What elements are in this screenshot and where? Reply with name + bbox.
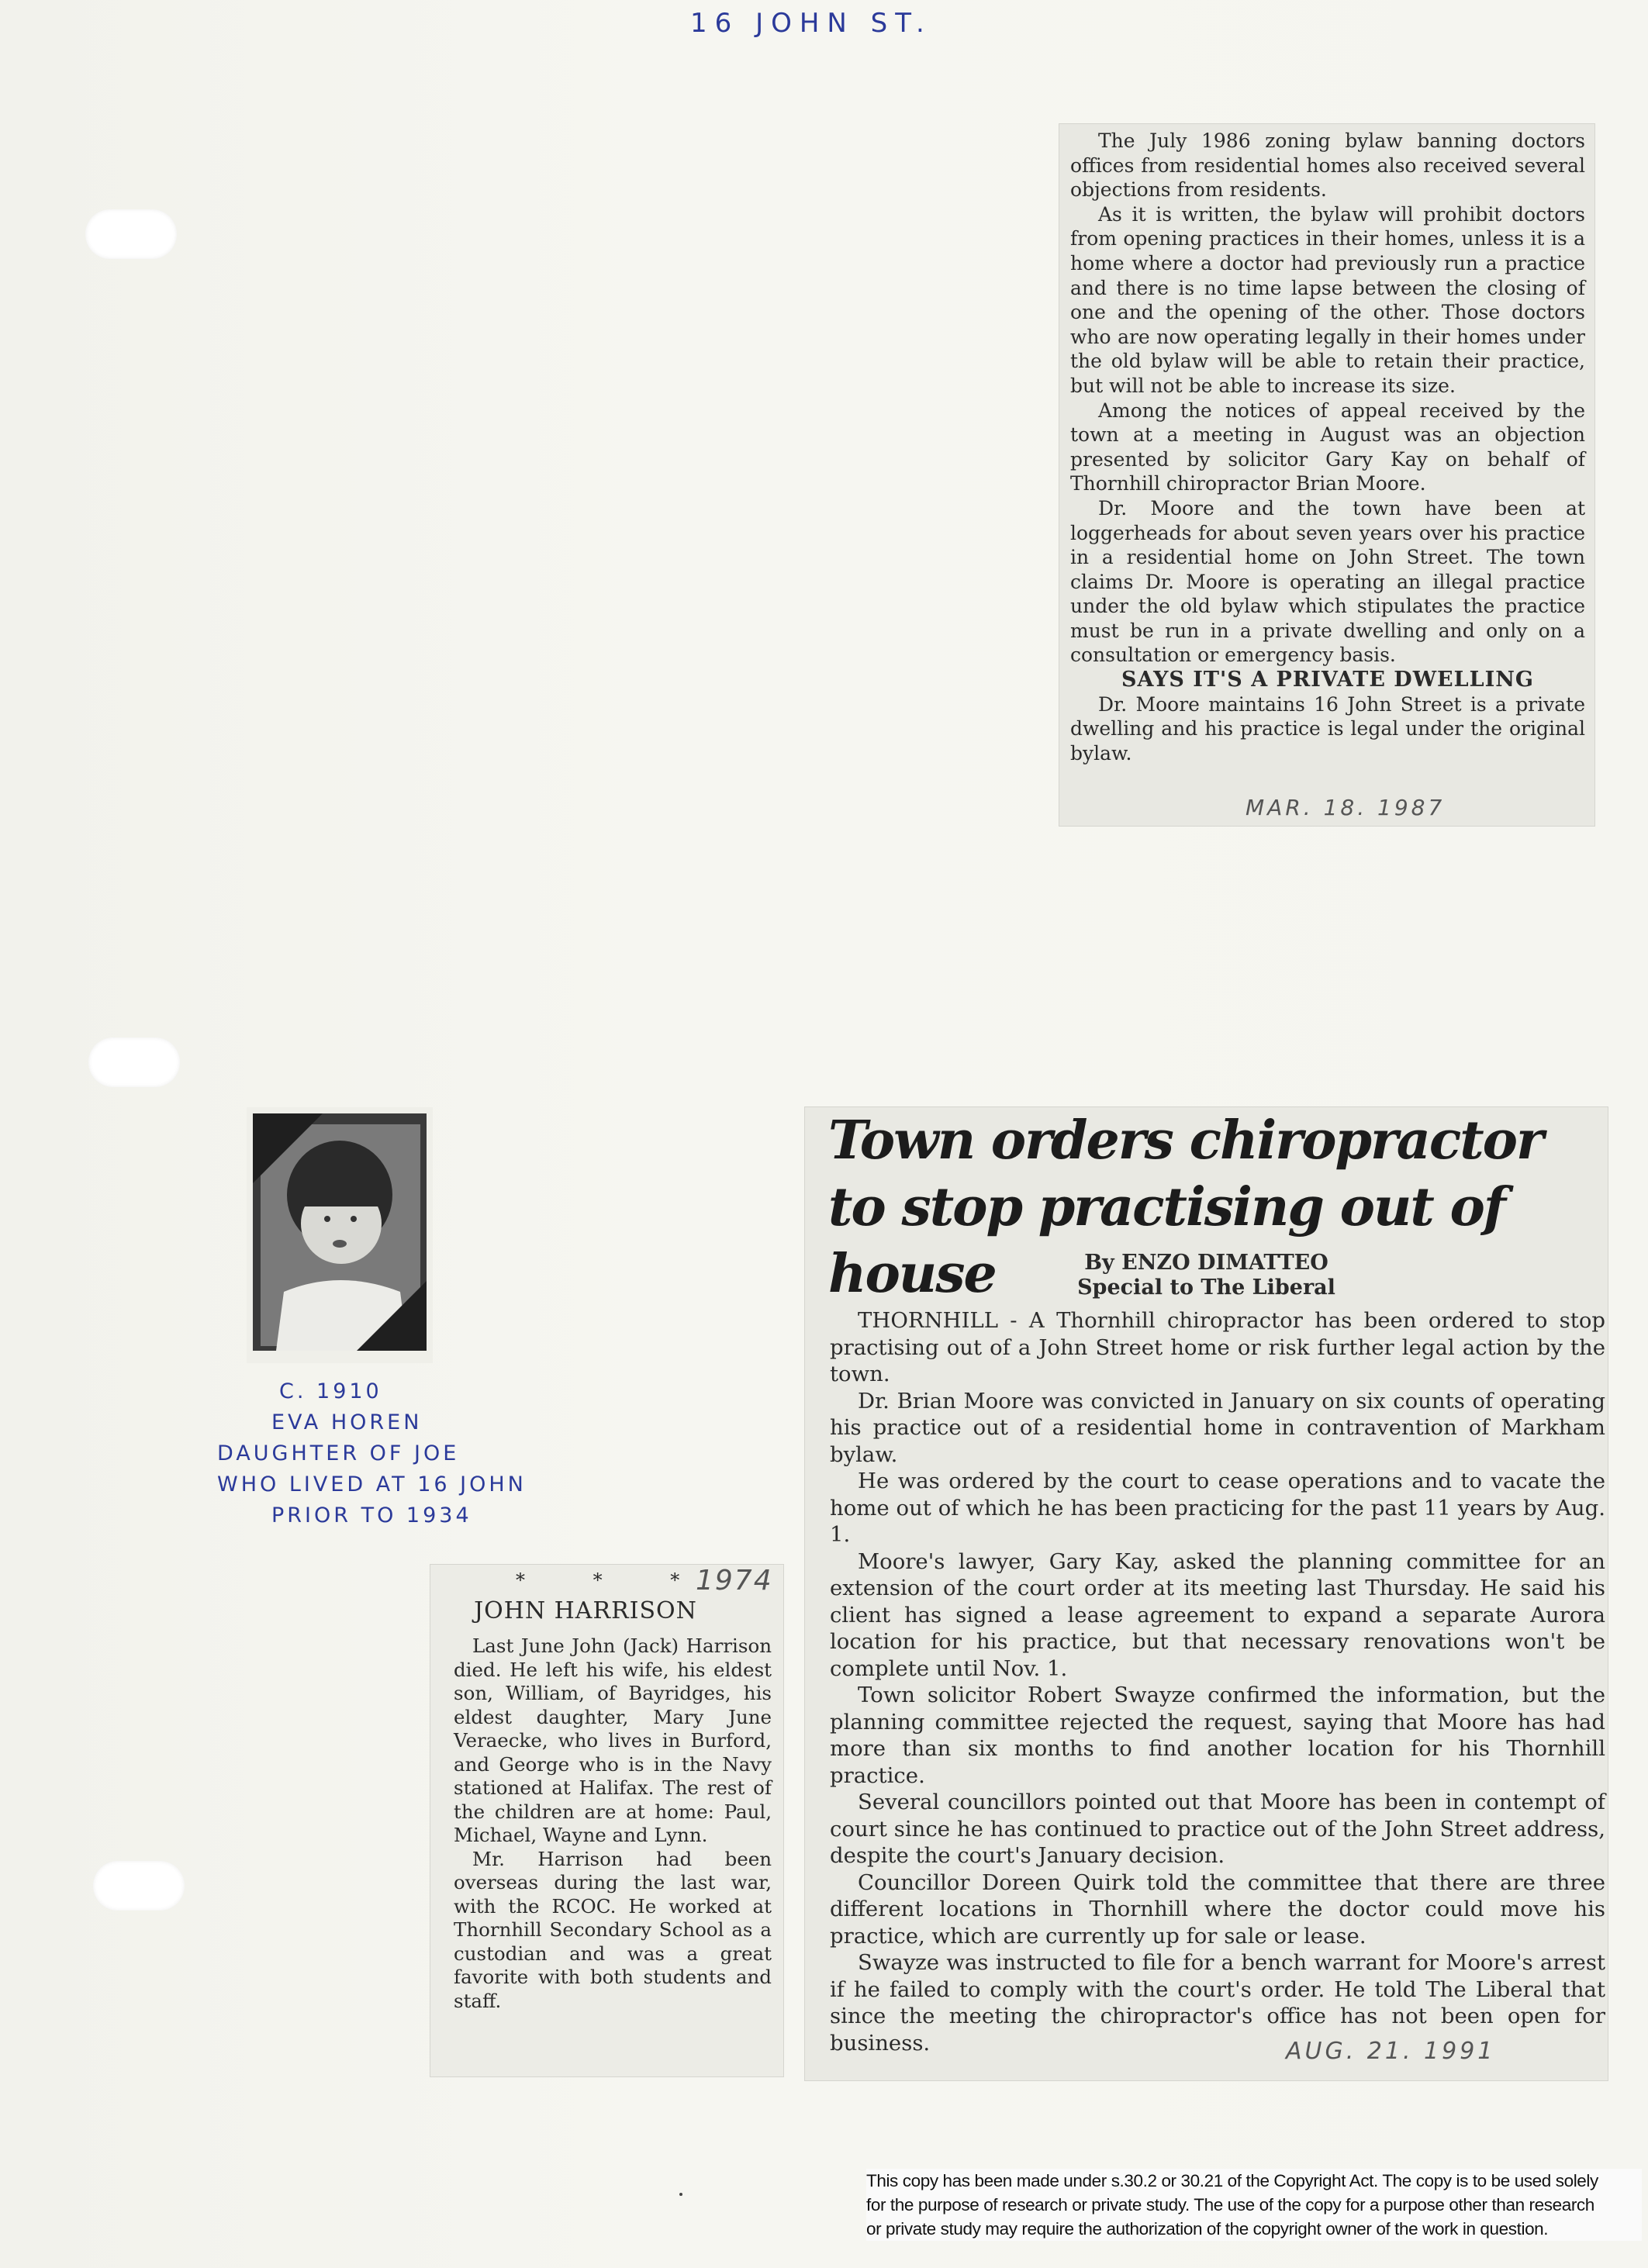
clipping-1987-paragraph: Dr. Moore maintains 16 John Street is a private dwelling and his practice is legal under the original bylaw. bbox=[1070, 692, 1585, 765]
clipping-1987-subhead: SAYS IT'S A PRIVATE DWELLING bbox=[1121, 668, 1534, 692]
caption-line: EVA HOREN bbox=[271, 1410, 423, 1434]
article-paragraph: Councillor Doreen Quirk told the committee that there are three different locations in Thornhill where the doctor could move his practice, which are currently up for sale or lease. bbox=[830, 1869, 1605, 1949]
article-paragraph: Dr. Brian Moore was convicted in January on six counts of operating his practice out of a residential home in contravention of Markham bylaw. bbox=[830, 1388, 1605, 1467]
article-byline-sub: Special to The Liberal bbox=[1077, 1276, 1335, 1300]
obituary-paragraph: Last June John (Jack) Harrison died. He left his wife, his eldest son, William, of Bayridges, his eldest daughter, Mary June Veraecke, who lives in Burford, and George who is in the Navy stationed at Halifax. The rest of the children are at home: Paul, Michael, Wayne and Lynn. bbox=[454, 1635, 772, 1846]
copyright-notice bbox=[866, 2169, 1642, 2241]
clipping-1987-paragraph: Dr. Moore and the town have been at loggerheads for about seven years over his practice in a residential home on John Street. The town claims Dr. Moore is operating an illegal practice under the old bylaw which stipulates the practice must be run in a private dwelling and only on a consultation or emergency basis. bbox=[1070, 496, 1585, 667]
binder-hole-bottom bbox=[93, 1861, 185, 1911]
article-body bbox=[830, 1307, 1605, 2056]
obituary-year-note: 1974 bbox=[696, 1565, 773, 1597]
caption-line: PRIOR TO 1934 bbox=[271, 1503, 472, 1528]
copyright-line: for the purpose of research or private study. The use of the copy for a purpose other than research bbox=[866, 2195, 1594, 2214]
copyright-line: or private study may require the authorization of the copyright owner of the work in question. bbox=[866, 2219, 1549, 2239]
ink-speck bbox=[679, 2193, 682, 2196]
child-portrait-photo bbox=[253, 1113, 427, 1351]
obituary-stars: * * * bbox=[516, 1569, 711, 1591]
caption-line: DAUGHTER OF JOE bbox=[217, 1441, 460, 1465]
clipping-1987-body bbox=[1070, 129, 1585, 765]
article-paragraph: He was ordered by the court to cease operations and to vacate the home out of which he has been practicing for the past 11 years by Aug. 1. bbox=[830, 1469, 1605, 1547]
article-headline: Town orders chiropractor to stop practising out of house bbox=[828, 1110, 1543, 1305]
photo-handwritten-caption bbox=[217, 1376, 527, 1531]
obituary-title: JOHN HARRISON bbox=[474, 1597, 697, 1624]
caption-line: C. 1910 bbox=[279, 1379, 382, 1403]
binder-hole-top bbox=[85, 209, 177, 259]
photo-eva-horen bbox=[247, 1107, 433, 1363]
binder-hole-middle bbox=[88, 1037, 180, 1087]
article-paragraph: Moore's lawyer, Gary Kay, asked the planning committee for an extension of the court order at its meeting last Thursday. He said his client has signed a lease agreement to expand a separate Aurora location for his practice, but that necessary renovations won't be complete until Nov. 1. bbox=[830, 1548, 1605, 1681]
article-1991-clipping bbox=[805, 1107, 1608, 2080]
clipping-1987-paragraph: As it is written, the bylaw will prohibit doctors from opening practices in their homes, unless it is a home where a doctor had previously run a practice and there is no time lapse between the closing of one and the opening of the other. Those doctors who are now operating legally in their homes under the old bylaw will be able to retain their practice, but will not be able to increase its size. bbox=[1070, 202, 1585, 397]
clipping-1987 bbox=[1059, 124, 1594, 826]
article-paragraph: Town solicitor Robert Swayze confirmed the information, but the planning committee rejected the request, saying that Moore has had more than six months to find another location for his Thornhill practice. bbox=[830, 1683, 1605, 1788]
article-byline: By ENZO DIMATTEO bbox=[1084, 1251, 1328, 1275]
header-handwritten-note: 16 JOHN ST. bbox=[690, 8, 932, 39]
copyright-line: This copy has been made under s.30.2 or 30.21 of the Copyright Act. The copy is to be used solely bbox=[866, 2171, 1598, 2190]
article-date-note: AUG. 21. 1991 bbox=[1286, 2038, 1496, 2065]
article-paragraph: THORNHILL - A Thornhill chiropractor has been ordered to stop practising out of a John Street home or risk further legal action by the town. bbox=[830, 1308, 1605, 1386]
obituary-body bbox=[454, 1635, 772, 2013]
obituary-clipping bbox=[430, 1565, 783, 2076]
caption-line: WHO LIVED AT 16 JOHN bbox=[217, 1472, 527, 1496]
article-paragraph: Several councillors pointed out that Moore has been in contempt of court since he has continued to practice out of the John Street address, despite the court's January decision. bbox=[830, 1790, 1605, 1868]
clipping-1987-paragraph: Among the notices of appeal received by the town at a meeting in August was an objection presented by solicitor Gary Kay on behalf of Thornhill chiropractor Brian Moore. bbox=[1070, 399, 1585, 495]
clipping-1987-paragraph: The July 1986 zoning bylaw banning doctors offices from residential homes also received several objections from residents. bbox=[1070, 129, 1585, 202]
article-paragraph: Swayze was instructed to file for a bench warrant for Moore's arrest if he failed to comply with the court's order. He told The Liberal that since the meeting the chiropractor's office has not been open for business. bbox=[830, 1950, 1605, 2056]
clipping-1987-date-note: MAR. 18. 1987 bbox=[1246, 795, 1446, 820]
obituary-paragraph: Mr. Harrison had been overseas during the last war, with the RCOC. He worked at Thornhill Secondary School as a custodian and was a great favorite with both students and staff. bbox=[454, 1847, 772, 2012]
article-byline-block bbox=[805, 1251, 1608, 1300]
